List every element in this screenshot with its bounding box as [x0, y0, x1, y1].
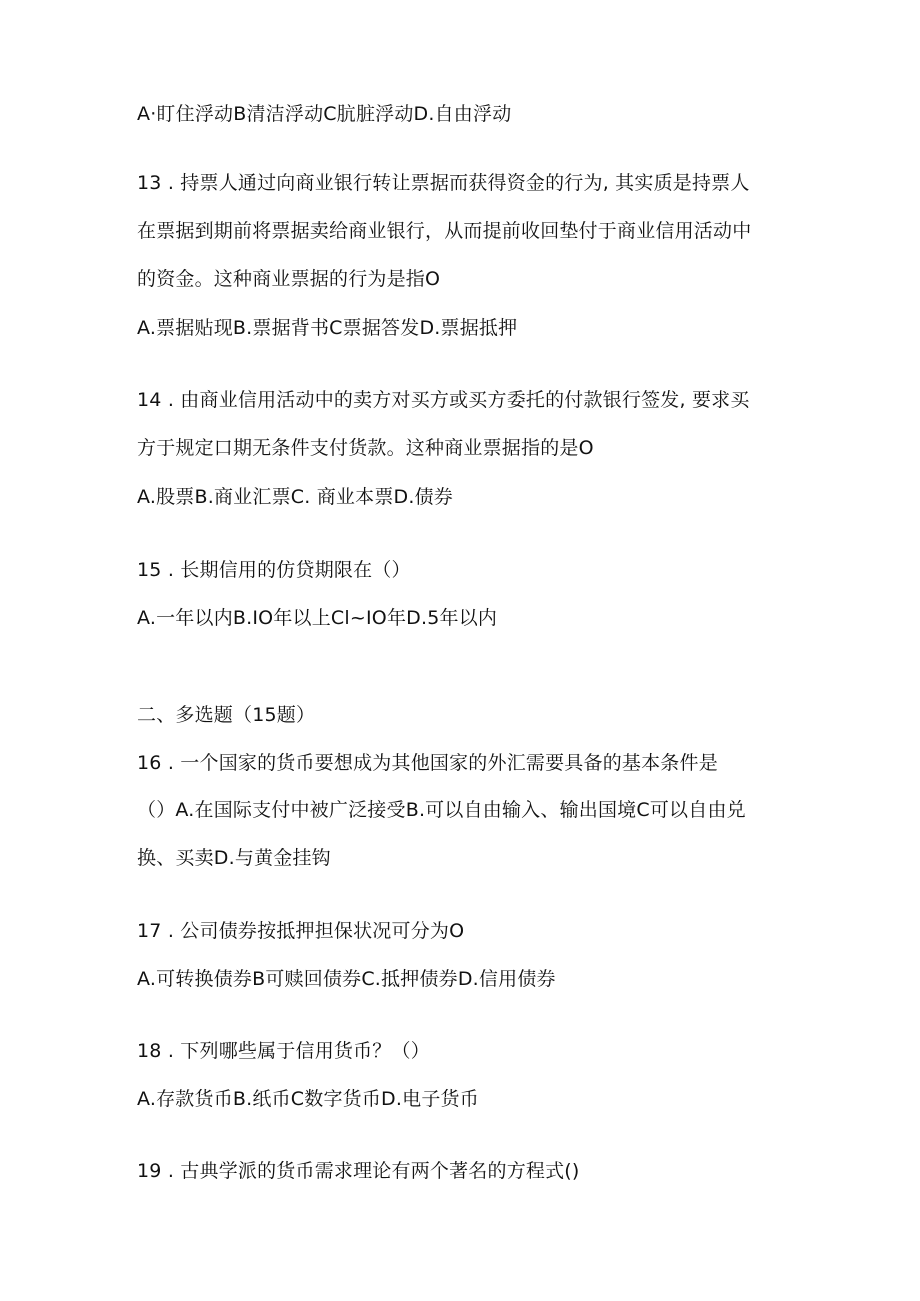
- q16-text-line-1: 16 . 一个国家的货币要想成为其他国家的外汇需要具备的基本条件是: [137, 752, 718, 774]
- q14-text-line-2: 方于规定口期无条件支付货款。这种商业票据指的是O: [137, 437, 594, 459]
- q16-text-line-2: （）A.在国际支付中被广泛接受B.可以自由输入、输出国境C可以自由兑: [137, 799, 746, 821]
- q15-text: 15 . 长期信用的仿贷期限在（）: [137, 559, 411, 581]
- q18-text: 18 . 下列哪些属于信用货币？（）: [137, 1040, 430, 1062]
- section-heading: 二、多选题（15题）: [137, 704, 316, 726]
- q15-options: A.一年以内B.IO年以上Cl~IO年D.5年以内: [137, 607, 498, 629]
- q13-text-line-3: 的资金。这种商业票据的行为是指O: [137, 268, 441, 290]
- q14-text-line-1: 14 . 由商业信用活动中的卖方对买方或买方委托的付款银行签发, 要求买: [137, 389, 750, 411]
- q13-options: A.票据贴现B.票据背书C票据答发D.票据抵押: [137, 317, 518, 339]
- q14-options: A.股票B.商业汇票C. 商业本票D.债券: [137, 486, 453, 508]
- q12-options: A·盯住浮动B清洁浮动C肮脏浮动D.自由浮动: [137, 103, 512, 125]
- q18-options: A.存款货币B.纸币C数字货币D.电子货币: [137, 1088, 479, 1110]
- q13-text-line-2: 在票据到期前将票据卖给商业银行，从而提前收回垫付于商业信用活动中: [137, 220, 752, 242]
- q17-text: 17 . 公司债券按抵押担保状况可分为O: [137, 920, 465, 942]
- q17-options: A.可转换债券B可赎回债券C.抵押债券D.信用债券: [137, 968, 556, 990]
- q19-text: 19 . 古典学派的货币需求理论有两个著名的方程式(): [137, 1160, 580, 1182]
- q16-text-line-3: 换、买卖D.与黄金挂钩: [137, 847, 331, 869]
- q13-text-line-1: 13 . 持票人通过向商业银行转让票据而获得资金的行为, 其实质是持票人: [137, 172, 750, 194]
